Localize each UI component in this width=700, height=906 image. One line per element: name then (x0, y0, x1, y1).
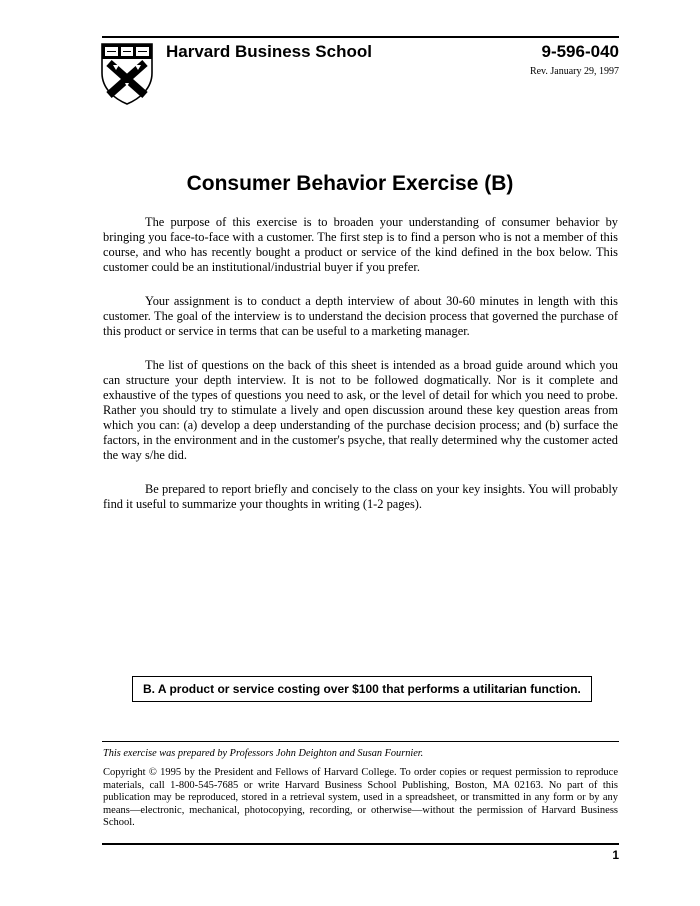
bottom-rule (102, 843, 619, 845)
paragraph: The purpose of this exercise is to broaden your understanding of consumer behavior by bringing you face-to-face with a customer. The first step is to find a person who is not a member of this course, and who has recently bought a product or service of the kind defined in the box below. This customer could be an institutional/industrial buyer if you prefer. (103, 215, 618, 274)
hbs-shield-icon (101, 43, 153, 105)
footer-rule (102, 741, 619, 742)
header-rule (102, 36, 619, 38)
paragraph: Your assignment is to conduct a depth interview of about 30-60 minutes in length with this customer. The goal of the interview is to understand the decision process that governed the purchase of this product or service in terms that can be useful to a marketing manager. (103, 294, 618, 338)
document-number: 9-596-040 (541, 42, 619, 61)
page-number: 1 (612, 848, 619, 862)
prepared-by-note: This exercise was prepared by Professors John Deighton and Susan Fournier. (103, 748, 424, 759)
body-text (103, 215, 618, 531)
page-title: Consumer Behavior Exercise (B) (186, 172, 514, 195)
paragraph: The list of questions on the back of this sheet is intended as a broad guide around which you can structure your depth interview. It is not to be followed dogmatically. Nor is it complete and exhaustive of the types of questions you need to ask, or the level of detail for which you need to probe. Rather you should try to stimulate a lively and open discussion around these key question areas from which you can: (a) develop a deep understanding of the purchase decision process; and (b) surface the factors, in the environment and in the customer's psyche, that really determined why the customer acted the way s/he did. (103, 358, 618, 462)
revision-date: Rev. January 29, 1997 (529, 66, 619, 77)
product-definition-box (132, 676, 592, 702)
paragraph: Be prepared to report briefly and concisely to the class on your key insights. You will probably find it useful to summarize your thoughts in writing (1-2 pages). (103, 482, 618, 511)
copyright-notice: Copyright © 1995 by the President and Fellows of Harvard College. To order copies or request permission to reproduce materials, call 1-800-545-7685 or write Harvard Business School Publishing, Boston, MA 02163. No part of this publication may be reproduced, stored in a retrieval system, used in a spreadsheet, or transmitted in any form or by any means—electronic, mechanical, photocopying, recording, or otherwise—without the permission of Harvard Business School. (103, 767, 618, 829)
school-name: Harvard Business School (166, 42, 372, 61)
product-definition-text: B. A product or service costing over $100 that performs a utilitarian function. (143, 682, 581, 696)
